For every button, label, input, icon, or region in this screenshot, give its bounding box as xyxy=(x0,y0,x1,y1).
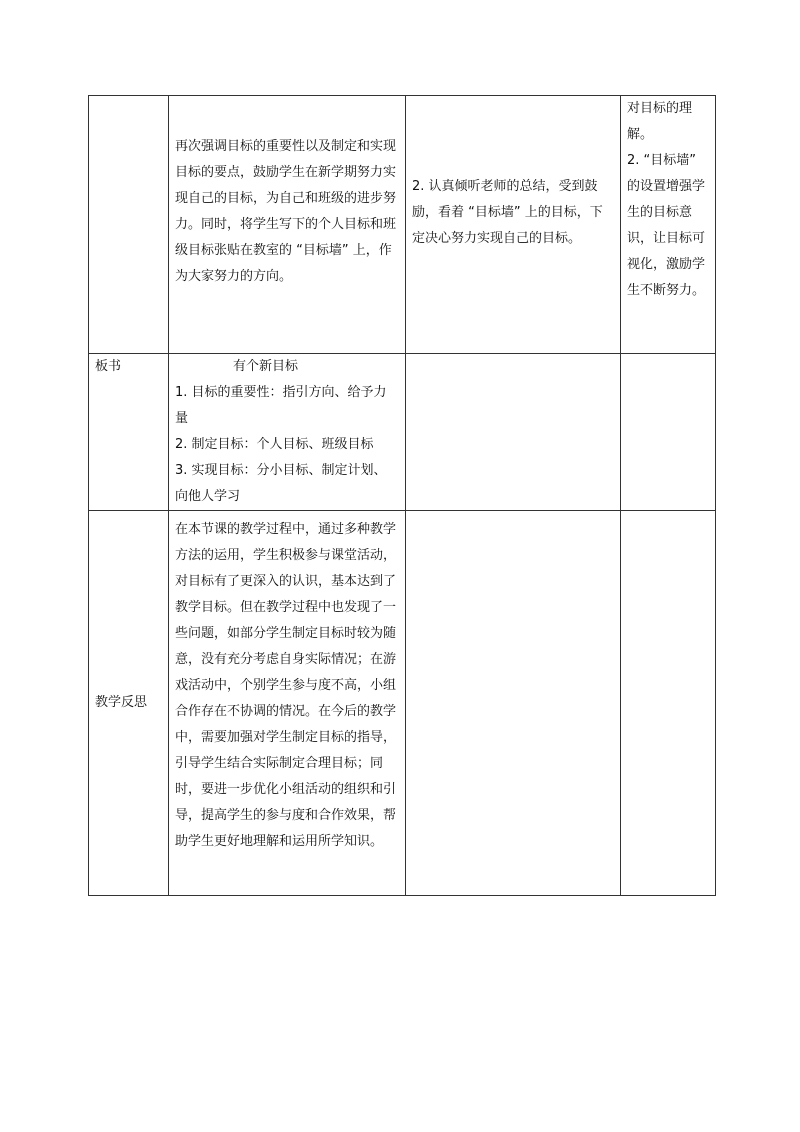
table-row-summary xyxy=(89,96,716,354)
student-activity-cell xyxy=(406,96,621,354)
reflection-label: 教学反思 xyxy=(89,511,169,896)
board-content-cell xyxy=(169,354,406,511)
row-label-empty xyxy=(89,96,169,354)
table-row-board xyxy=(89,354,716,511)
empty-cell xyxy=(621,354,716,511)
empty-cell xyxy=(621,511,716,896)
board-item-1: 1. 目标的重要性：指引方向、给予力量 xyxy=(175,385,387,426)
reflection-text: 在本节课的教学过程中，通过多种教学方法的运用，学生积极参与课堂活动，对目标有了更深入的认识，基本达到了教学目标。但在教学过程中也发现了一些问题，如部分学生制定目标时较为随意，没有充分考虑自身实际情况；在游戏活动中，个别学生参与度不高，小组合作存在不协调的情况。在今后的教学中，需要加强对学生制定目标的指导，引导学生结合实际制定合理目标；同时，要进一步优化小组活动的组织和引导，提高学生的参与度和合作效果，帮助学生更好地理解和运用所学知识。 xyxy=(169,511,406,896)
design-intent-text: 对目标的理解。 2. “目标墙” 的设置增强学生的目标意识，让目标可视化，激励学生不断努力。 xyxy=(627,101,706,298)
empty-cell xyxy=(406,354,621,511)
student-activity-text: 2. 认真倾听老师的总结，受到鼓励，看着 “目标墙” 上的目标，下定决心努力实现自己的目标。 xyxy=(412,179,603,246)
board-title: 有个新目标 xyxy=(233,359,299,374)
board-label: 板书 xyxy=(89,354,169,511)
board-item-2: 2. 制定目标：个人目标、班级目标 xyxy=(175,437,374,452)
lesson-plan-table xyxy=(88,95,716,896)
teacher-activity-cell xyxy=(169,96,406,354)
design-intent-cell xyxy=(621,96,716,354)
empty-cell xyxy=(406,511,621,896)
table-row-reflection xyxy=(89,511,716,896)
board-item-3: 3. 实现目标：分小目标、制定计划、向他人学习 xyxy=(175,463,387,504)
teacher-activity-text: 再次强调目标的重要性以及制定和实现目标的要点，鼓励学生在新学期努力实现自己的目标，为自己和班级的进步努力。同时，将学生写下的个人目标和班级目标张贴在教室的 “目标墙” 上，作为大家努力的方向。 xyxy=(175,139,397,284)
